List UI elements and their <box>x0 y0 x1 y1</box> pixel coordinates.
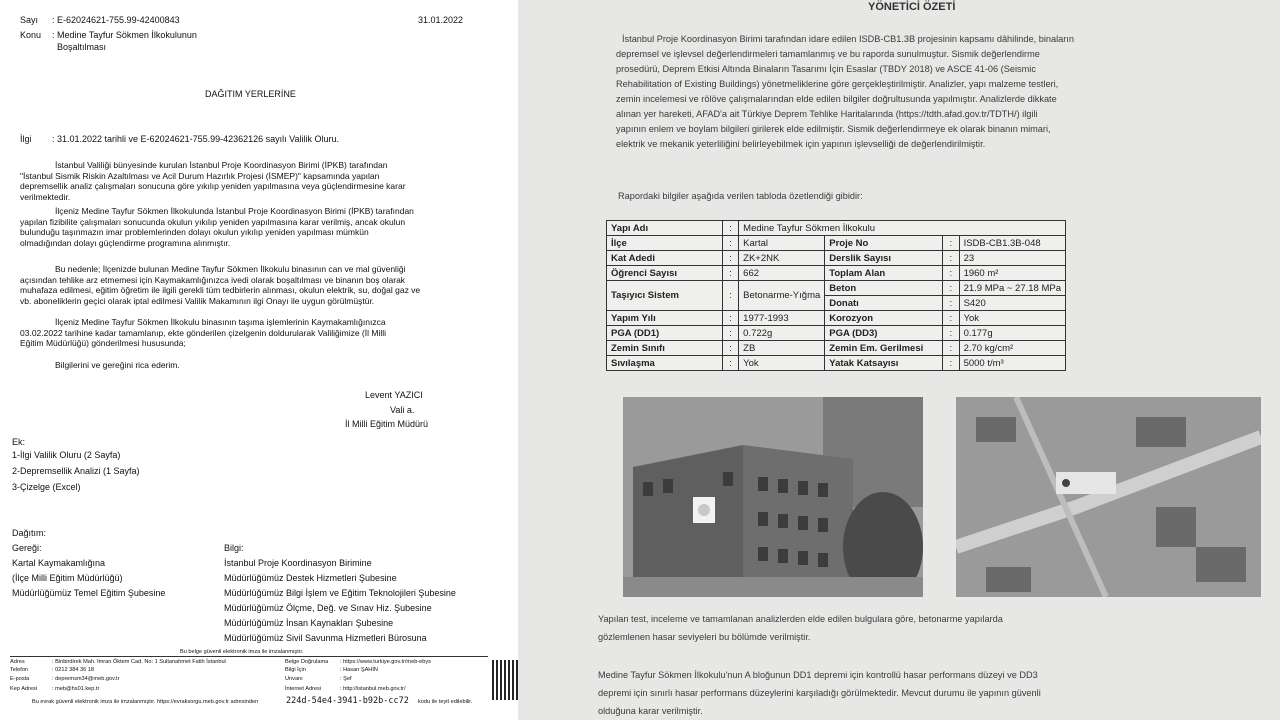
ek-item: 2-Depremsellik Analizi (1 Sayfa) <box>12 466 140 476</box>
konu-value-2: Boşaltılması <box>57 42 107 52</box>
paragraph-4: İlçeniz Medine Tayfur Sökmen İlkokulu binasının taşıma işlemlerinin Kaymakamlığınızca 03.02.2022 tarihine kadar tamamlanıp, ekte gönderilen çizelgenin doldurularak Valiliğimize (İl Milli Eğitim Müdürlüğü) gönderilmesi hususunda; <box>20 317 387 349</box>
summary-table <box>606 220 1066 371</box>
report-page <box>518 0 1280 720</box>
konu-value-1: : Medine Tayfur Sökmen İlkokulunun <box>52 30 197 40</box>
bilgi-item: Müdürlüğümüz Ölçme, Değ. ve Sınav Hiz. Şubesine <box>224 603 432 613</box>
table-row: Donatı : S420 <box>607 296 1066 311</box>
geregi-item: Müdürlüğümüz Temel Eğitim Şubesine <box>12 588 166 598</box>
footer-value: : meb@hs01.kep.tr <box>52 686 100 692</box>
paragraph-5: Bilgilerini ve gereğini rica ederim. <box>55 360 180 370</box>
report-conclusion-line: Medine Tayfur Sökmen İlkokulu'nun A bloğunun DD1 depremi için kontrollü hasar performans düzeyi ve DD3 <box>598 670 1038 680</box>
satellite-map-photo <box>956 397 1261 597</box>
bilgi-item: Müdürlüğümüz İnsan Kaynakları Şubesine <box>224 618 394 628</box>
sayi-value: : E-62024621-755.99-42400843 <box>52 15 180 25</box>
report-intro-line: depremsel ve işlevsel değerlendirmeleri tamamlanmış ve bu raporda sunulmuştur. Sismik değerlendirme <box>616 49 1040 59</box>
footer-verify-text: Bu evrak güvenli elektronik imza ile imzalanmıştır. https://evraksorgu.meb.gov.tr adresinden <box>32 699 259 705</box>
footer-value: : 0212 384 36 18 <box>52 667 94 673</box>
paragraph-2: İlçeniz Medine Tayfur Sökmen İlkokulunda İstanbul Proje Koordinasyon Birimi (İPKB) tarafından yapılan fizibilite çalışmaları sonucunda okulun yıkılıp yeniden yapılmasına karar verilmiş, ancak okulun bulunduğu taşınmazın imar problemlerinden dolayı okulun yıkılıp yeniden yapılması mümkün olmadığından dolayı güçlendirme programına alınmıştır. <box>20 206 414 248</box>
report-intro-line: İstanbul Proje Koordinasyon Birimi tarafından idare edilen ISDB-CB1.3B projesinin kapsamı dâhilinde, binaların <box>622 34 1074 44</box>
footer-value: : http://istanbul.meb.gov.tr/ <box>340 686 406 692</box>
signer-role: İl Milli Eğitim Müdürü <box>345 419 429 429</box>
ilgi-value: : 31.01.2022 tarihli ve E-62024621-755.99-42362126 sayılı Valilik Oluru. <box>52 134 340 144</box>
footer-value: : Şef <box>340 676 352 682</box>
footer-value: : Hasan ŞAHİN <box>340 667 378 673</box>
ek-item: 1-İlgi Valilik Oluru (2 Sayfa) <box>12 450 121 460</box>
bilgi-item: Müdürlüğümüz Bilgi İşlem ve Eğitim Teknolojileri Şubesine <box>224 588 456 598</box>
signer-title: Vali a. <box>390 405 415 415</box>
report-intro-line: prosedürü, Deprem Etkisi Altında Binaların Tasarımı İçin Esaslar (TBDY 2018) ve ASCE 41-06 (Seismic <box>616 64 1036 74</box>
table-value: Medine Tayfur Sökmen İlkokulu <box>739 221 1066 236</box>
table-row: PGA (DD1) : 0.722g PGA (DD3) : 0.177g <box>607 326 1066 341</box>
footer-key: Bilgi İçin <box>285 667 306 673</box>
bilgi-item: Müdürlüğümüz Destek Hizmetleri Şubesine <box>224 573 397 583</box>
letter-date: 31.01.2022 <box>418 15 464 25</box>
table-row: Öğrenci Sayısı : 662 Toplam Alan : 1960 m² <box>607 266 1066 281</box>
ilgi-label: İlgi <box>20 134 32 144</box>
report-intro-line: elektrik ve mekanik yeterliliğini belirleyebilmek için yapının işlevselliği de değerlendirilmiştir. <box>616 139 986 149</box>
geregi-label: Gereği: <box>12 543 42 553</box>
table-row: Zemin Sınıfı : ZB Zemin Em. Gerilmesi : 2.70 kg/cm² <box>607 341 1066 356</box>
ek-label: Ek: <box>12 437 26 447</box>
letter-heading: DAĞITIM YERLERİNE <box>205 89 296 99</box>
table-row: Sıvılaşma : Yok Yatak Katsayısı : 5000 t/m³ <box>607 356 1066 371</box>
footer-key: Belge Doğrulama <box>285 659 329 665</box>
report-intro-line: alınan yer hareketi, AFAD'a ait Türkiye Deprem Tehlike Haritalarında (https://tdth.afad.gov.tr/TDTH/) ilgili <box>616 109 1038 119</box>
table-row: Yapı Adı : Medine Tayfur Sökmen İlkokulu <box>607 221 1066 236</box>
sayi-label: Sayı <box>20 15 39 25</box>
official-letter <box>0 0 518 720</box>
footer-divider <box>10 656 488 657</box>
school-building-photo <box>623 397 923 597</box>
qr-code-icon <box>492 660 518 700</box>
table-row: Yapım Yılı : 1977-1993 Korozyon : Yok <box>607 311 1066 326</box>
footer-key: Unvanı <box>285 676 303 682</box>
bilgi-item: Müdürlüğümüz Sivil Savunma Hizmetleri Bürosuna <box>224 633 427 643</box>
konu-label: Konu <box>20 30 42 40</box>
footer-value: : https://www.turkiye.gov.tr/meb-ebys <box>340 659 431 665</box>
footer-value: : Binbirdirek Mah. İmran Öktem Cad. No: 1 Sultanahmet Fatih İstanbul <box>52 659 226 665</box>
bilgi-label: Bilgi: <box>224 543 244 553</box>
report-intro-line: zemin incelemesi ve rölöve çalışmalarından elde edilen bilgiler doğrultusunda yapılmıştır. Analizlerde dikkate <box>616 94 1057 104</box>
footer-key: E-posta <box>10 676 30 682</box>
geregi-item: Kartal Kaymakamlığına <box>12 558 106 568</box>
table-row: Kat Adedi : ZK+2NK Derslik Sayısı : 23 <box>607 251 1066 266</box>
ek-item: 3-Çizelge (Excel) <box>12 482 81 492</box>
footer-verify-text-end: kodu ile teyit edilebilir. <box>418 699 473 705</box>
footer-key: Telefon <box>10 667 29 673</box>
table-key: Yapı Adı <box>607 221 723 236</box>
table-row: Taşıyıcı Sistem : Betonarme-Yığma Beton : 21.9 MPa ~ 27.18 MPa <box>607 281 1066 296</box>
dagitim-label: Dağıtım: <box>12 528 47 538</box>
footer-value: : depremsm34@meb.gov.tr <box>52 676 120 682</box>
footer-key: Adres <box>10 659 25 665</box>
report-intro-line: Rehabilitation of Existing Buildings) yönetmeliklerine göre gerçekleştirilmiştir. Analizler, yapı malzeme testleri, <box>616 79 1059 89</box>
report-conclusion-line: depremi için sınırlı hasar performans düzeylerini karşıladığı görülmektedir. Mevcut durumu ile yapının güvenli <box>598 688 1041 698</box>
table-row: İlçe : Kartal Proje No : ISDB-CB1.3B-048 <box>607 236 1066 251</box>
footer-verify-code: 224d-54e4-3941-b92b-cc72 <box>286 696 409 706</box>
paragraph-3: Bu nedenle; İlçenizde bulunan Medine Tayfur Sökmen İlkokulu binasının can ve mal güvenliği açısından tehlike arz etmemesi için Kaymakamlığınızca ivedi olarak boşaltılması ve binanın boş olarak muhafaza edilmesi, eğitim öğretim ile ilgili gerekli tüm tedbirlerin alınması, okulun elektrik, su, doğal gaz ve vb. aboneliklerin geçici olarak iptal edilmesi Valilik Makamının ilgi Onayı ile uygun görülmüştür. <box>20 264 421 306</box>
report-after-line: Yapılan test, inceleme ve tamamlanan analizlerden elde edilen bulgulara göre, betonarme yapılarda <box>598 614 1003 624</box>
geregi-item: (İlçe Milli Eğitim Müdürlüğü) <box>12 573 123 583</box>
report-title: YÖNETİCİ ÖZETİ <box>868 1 956 13</box>
report-intro-line: yapının enlem ve boylam bilgileri girilerek elde edilmiştir. Sismik değerlendirmeye ek olarak binanın mimari, <box>616 124 1051 134</box>
report-after-line: gözlemlenen hasar seviyeleri bu bölümde verilmiştir. <box>598 632 811 642</box>
bilgi-item: İstanbul Proje Koordinasyon Birimine <box>224 558 372 568</box>
report-table-intro: Rapordaki bilgiler aşağıda verilen tabloda özetlendiği gibidir: <box>618 191 863 201</box>
report-conclusion-line: olduğuna karar verilmiştir. <box>598 706 703 716</box>
paragraph-1: İstanbul Valiliği bünyesinde kurulan İstanbul Proje Koordinasyon Birimi (İPKB) tarafından "İstanbul Sismik Riskin Azaltılması ve Acil Durum Hazırlık Projesi (İSMEP)" kapsamında yapılan depremsellik analiz çalışmaları sonucuna göre yıkılıp yeniden yapılmasına veya güçlendirmesine karar verilmektedir. <box>20 160 406 202</box>
footer-key: İnternet Adresi <box>285 686 322 692</box>
footer-note: Bu belge güvenli elektronik imza ile imzalanmıştır. <box>180 649 304 655</box>
signer-name: Levent YAZICI <box>365 390 423 400</box>
footer-key: Kep Adresi <box>10 686 38 692</box>
